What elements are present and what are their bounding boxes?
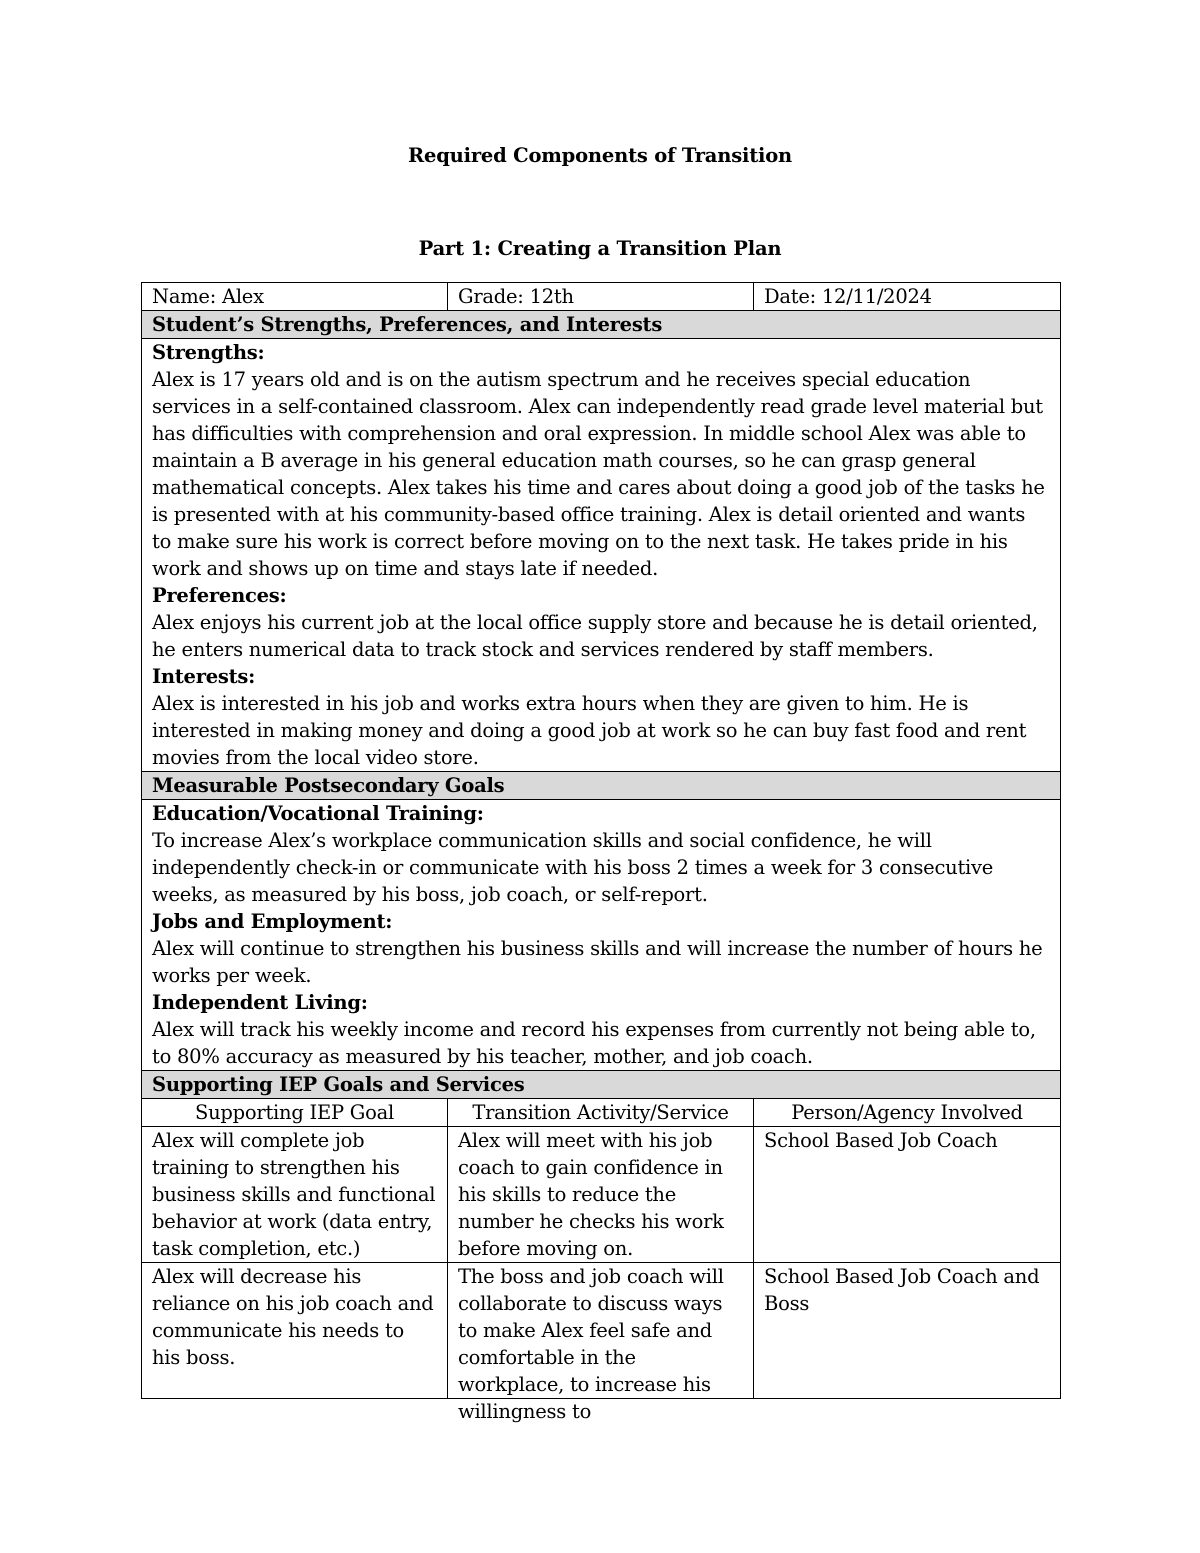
activity-cell-text: The boss and job coach will collaborate to discuss ways to make Alex feel safe and comfortable in the workplace, to increase his willingness to bbox=[458, 1265, 724, 1423]
living-text: Alex will track his weekly income and record his expenses from currently not being able to, to 80% accuracy as measured by his teacher, mother, and job coach. bbox=[152, 1018, 1036, 1068]
living-label: Independent Living: bbox=[152, 991, 368, 1014]
column-header-goal: Supporting IEP Goal bbox=[142, 1099, 448, 1127]
person-cell: School Based Job Coach bbox=[754, 1127, 1061, 1263]
iep-column-header-row bbox=[142, 1099, 1061, 1127]
strengths-text: Alex is 17 years old and is on the autism spectrum and he receives special education services in a self-contained classroom. Alex can independently read grade level material but has difficulties with comprehension and oral expression. In middle school Alex was able to maintain a B average in his general education math courses, so he can grasp general mathematical concepts. Alex takes his time and cares about doing a good job of the tasks he is presented with at his community-based office training. Alex is detail oriented and wants to make sure his work is correct before moving on to the next task. He takes pride in his work and shows up on time and stays late if needed. bbox=[152, 368, 1045, 580]
jobs-label: Jobs and Employment: bbox=[152, 910, 393, 933]
activity-cell bbox=[448, 1263, 754, 1423]
education-text: To increase Alex’s workplace communication skills and social confidence, he will independently check-in or communicate with his boss 2 times a week for 3 consecutive weeks, as measured by his boss, job coach, or self-report. bbox=[152, 829, 994, 906]
student-name-cell: Name: Alex bbox=[142, 283, 448, 311]
strengths-section-heading: Student’s Strengths, Preferences, and Interests bbox=[142, 311, 1061, 339]
transition-plan-table bbox=[141, 282, 1061, 1423]
column-header-person: Person/Agency Involved bbox=[754, 1099, 1061, 1127]
iep-goal-cell: Alex will complete job training to strengthen his business skills and functional behavior at work (data entry, task completion, etc.) bbox=[142, 1127, 448, 1263]
iep-section-heading: Supporting IEP Goals and Services bbox=[142, 1071, 1061, 1099]
part-title: Part 1: Creating a Transition Plan bbox=[418, 237, 782, 260]
strengths-label: Strengths: bbox=[152, 341, 265, 364]
education-label: Education/Vocational Training: bbox=[152, 802, 484, 825]
person-cell: School Based Job Coach and Boss bbox=[754, 1263, 1061, 1399]
preferences-label: Preferences: bbox=[152, 584, 287, 607]
date-cell: Date: 12/11/2024 bbox=[754, 283, 1061, 311]
strengths-section-body bbox=[142, 339, 1061, 772]
interests-label: Interests: bbox=[152, 665, 256, 688]
iep-goal-cell: Alex will decrease his reliance on his job coach and communicate his needs to his boss. bbox=[142, 1263, 448, 1399]
activity-cell: Alex will meet with his job coach to gain confidence in his skills to reduce the number he checks his work before moving on. bbox=[448, 1127, 754, 1263]
table-row bbox=[142, 1263, 1061, 1399]
goals-section-heading: Measurable Postsecondary Goals bbox=[142, 772, 1061, 800]
column-header-activity: Transition Activity/Service bbox=[448, 1099, 754, 1127]
goals-section-body bbox=[142, 800, 1061, 1071]
table-row bbox=[142, 1127, 1061, 1263]
interests-text: Alex is interested in his job and works extra hours when they are given to him. He is interested in making money and doing a good job at work so he can buy fast food and rent movies from the local video store. bbox=[152, 692, 1027, 769]
grade-cell: Grade: 12th bbox=[448, 283, 754, 311]
preferences-text: Alex enjoys his current job at the local office supply store and because he is detail oriented, he enters numerical data to track stock and services rendered by staff members. bbox=[152, 611, 1038, 661]
jobs-text: Alex will continue to strengthen his business skills and will increase the number of hours he works per week. bbox=[152, 937, 1043, 987]
student-info-row bbox=[142, 283, 1061, 311]
document-title: Required Components of Transition bbox=[407, 144, 793, 167]
